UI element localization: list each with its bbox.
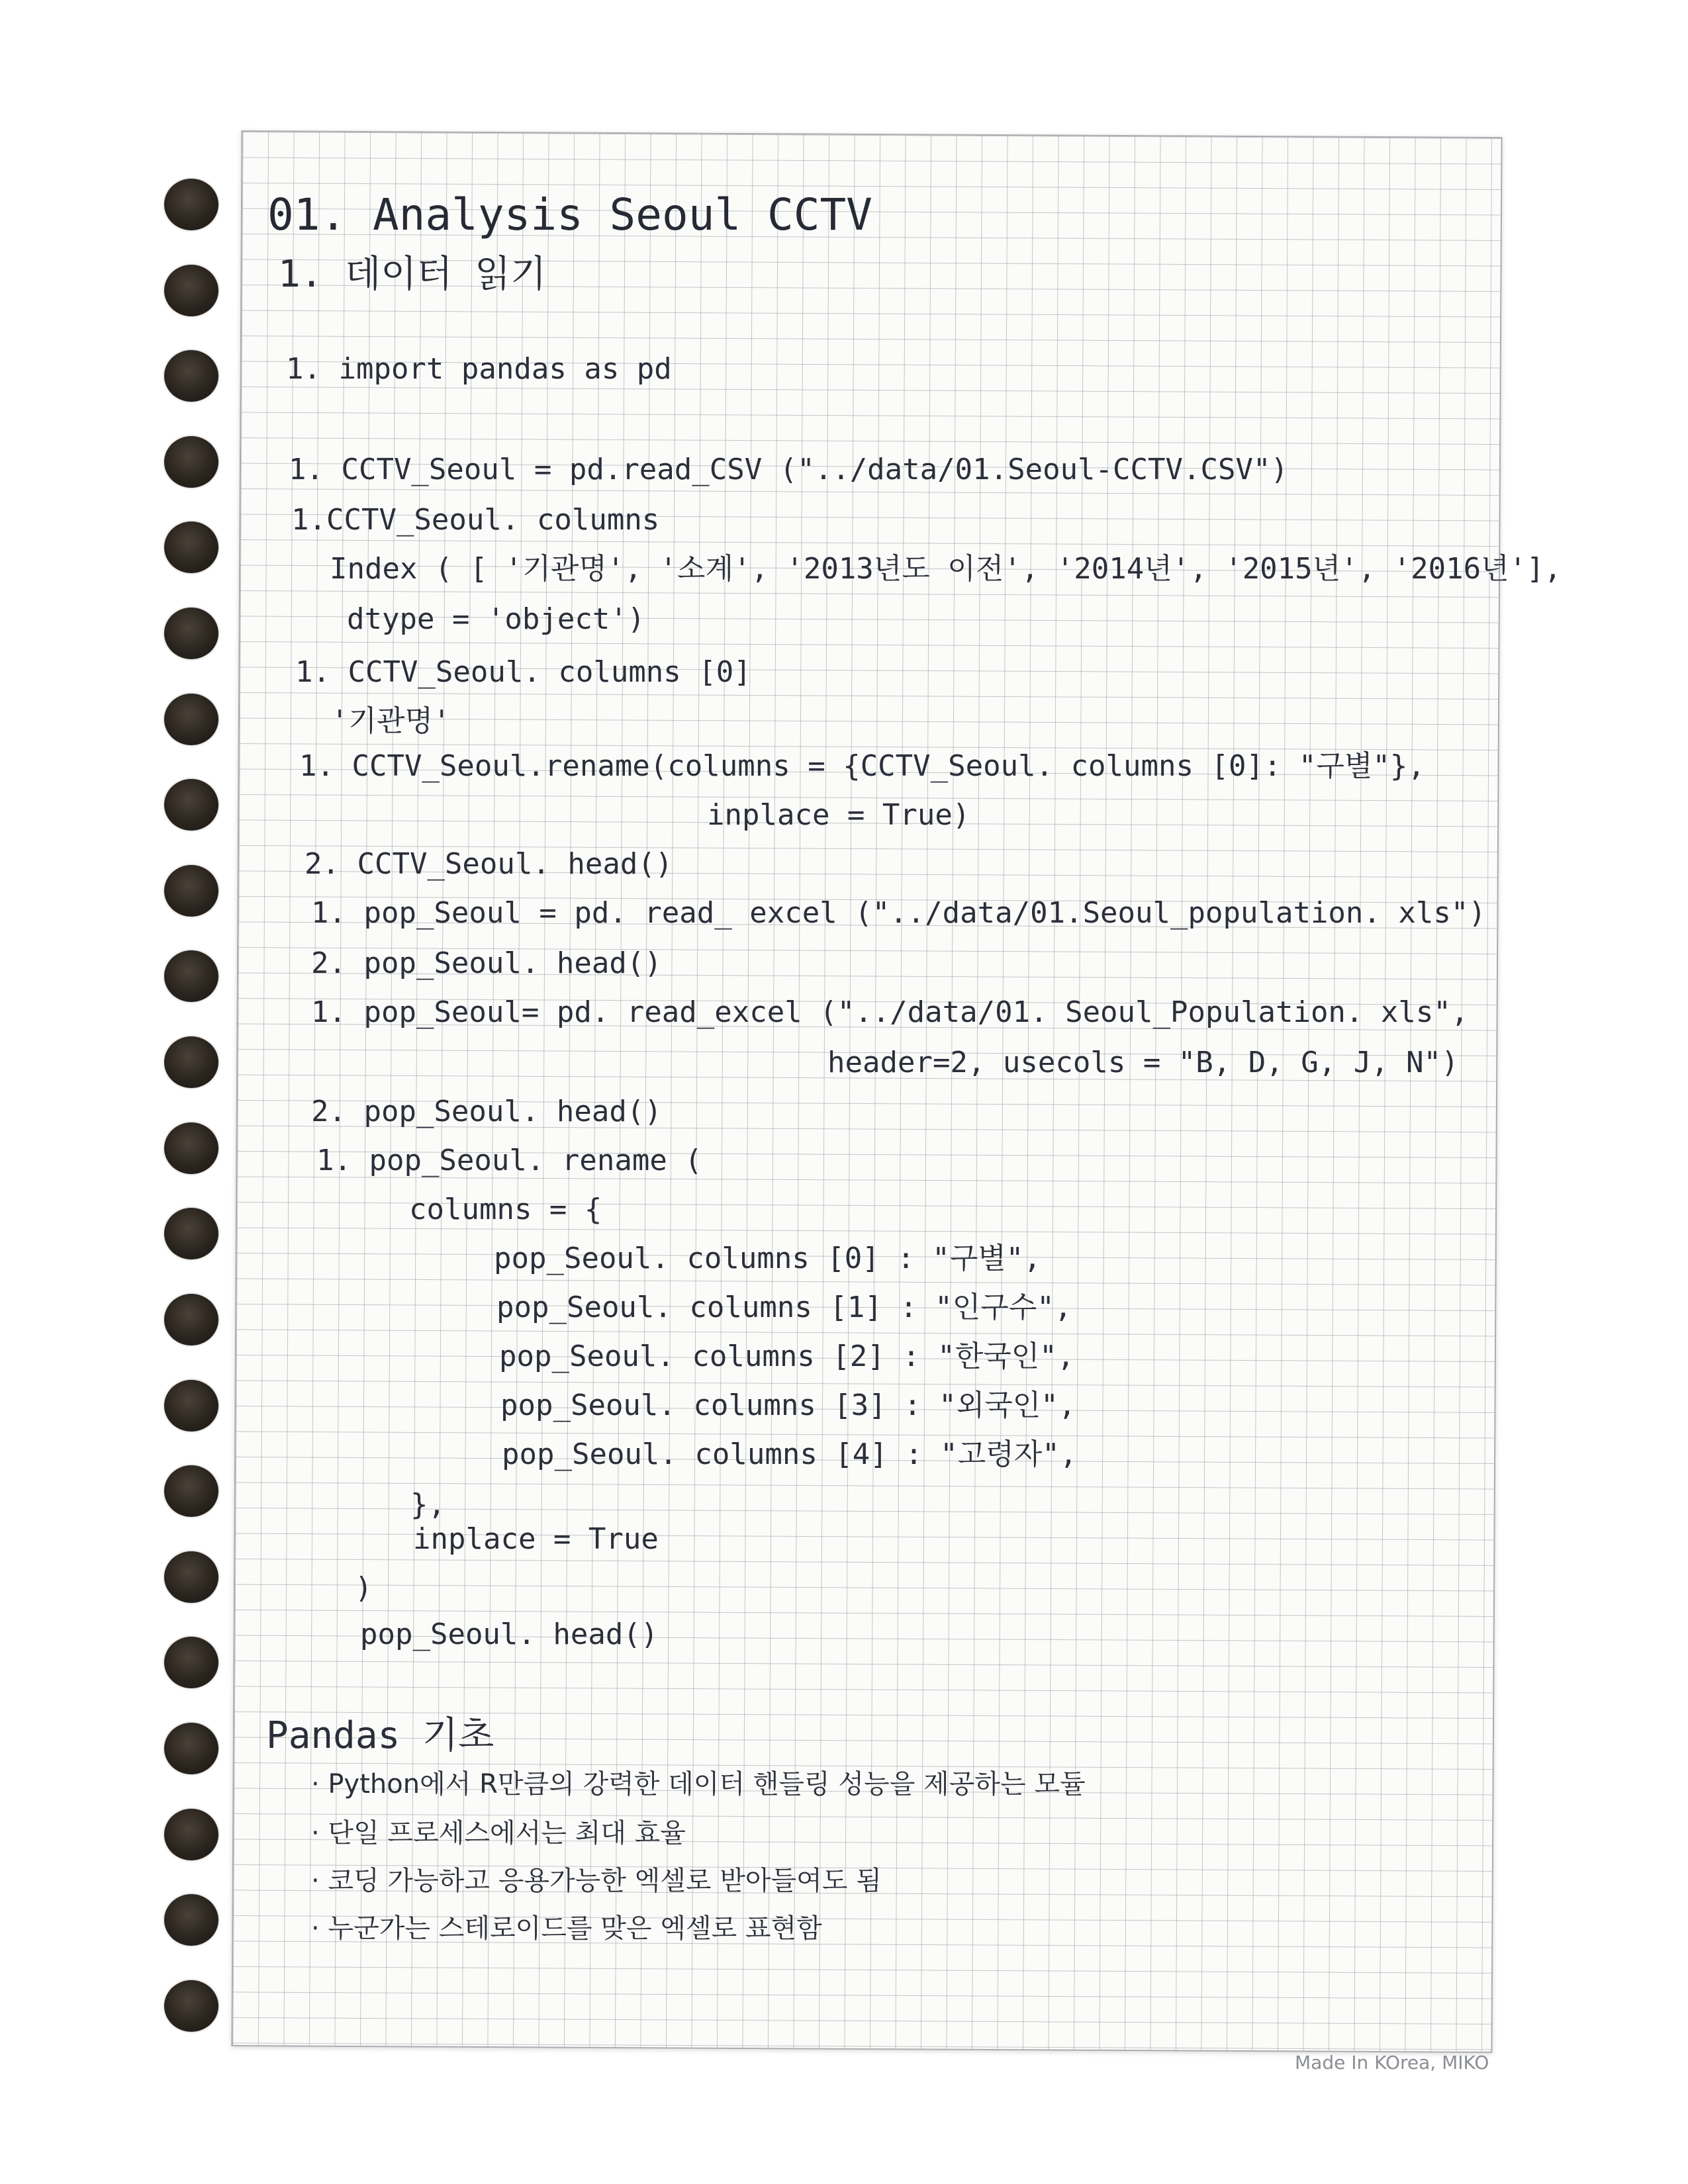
pandas-note: · Python에서 R만큼의 강력한 데이터 핸들링 성능을 제공하는 모듈: [311, 1769, 1086, 1799]
binder-hole: [164, 179, 218, 230]
binder-hole: [164, 779, 218, 831]
code-line: 2. pop_Seoul. head(): [311, 946, 662, 980]
binder-hole: [164, 1208, 218, 1259]
binder-hole: [164, 1036, 218, 1088]
pandas-heading: Pandas 기초: [266, 1714, 494, 1757]
pandas-note: · 단일 프로세스에서는 최대 효율: [311, 1818, 686, 1848]
code-line: 1. CCTV_Seoul = pd.read_CSV ("../data/01.Seoul-CCTV.CSV"): [289, 453, 1288, 486]
binder-hole: [164, 950, 218, 1002]
binder-hole: [164, 608, 218, 659]
section-heading: 1. 데이터 읽기: [278, 253, 547, 296]
code-line: 1. pop_Seoul. rename (: [316, 1144, 702, 1177]
footer-brand: Made In KOrea, MIKO: [1295, 2052, 1489, 2073]
code-line: Index ( [ '기관명', '소계', '2013년도 이전', '2014년', '2015년', '2016년'],: [330, 552, 1562, 586]
code-line: inplace = True: [413, 1522, 659, 1556]
code-line: 1. CCTV_Seoul. columns [0]: [295, 655, 751, 689]
pandas-note: · 누군가는 스테로이드를 맞은 엑셀로 표현함: [311, 1913, 822, 1944]
code-line: 1.CCTV_Seoul. columns: [291, 503, 660, 537]
code-line: pop_Seoul. columns [2] : "한국인",: [499, 1340, 1075, 1373]
code-line: header=2, usecols = "B, D, G, J, N"): [827, 1046, 1459, 1079]
binder-hole: [164, 1809, 218, 1860]
code-line: inplace = True): [707, 798, 970, 832]
binder-hole: [164, 694, 218, 745]
binder-holes: [162, 179, 221, 2032]
code-line: ): [355, 1571, 373, 1605]
code-line: 1. pop_Seoul = pd. read_ excel ("../data/01.Seoul_population. xls"): [311, 896, 1486, 930]
binder-hole: [164, 865, 218, 917]
binder-hole: [164, 1551, 218, 1603]
binder-hole: [164, 1465, 218, 1517]
binder-hole: [164, 1637, 218, 1688]
code-line: pop_Seoul. columns [3] : "외국인",: [500, 1388, 1076, 1422]
code-line: pop_Seoul. columns [1] : "인구수",: [496, 1291, 1072, 1324]
code-line: pop_Seoul. head(): [360, 1617, 659, 1651]
code-line: dtype = 'object'): [347, 602, 645, 636]
code-line: 1. CCTV_Seoul.rename(columns = {CCTV_Seoul. columns [0]: "구별"},: [299, 749, 1425, 783]
binder-hole: [164, 1122, 218, 1174]
binder-hole: [164, 1723, 218, 1774]
code-line: 1. import pandas as pd: [286, 352, 672, 386]
code-line: },: [410, 1488, 445, 1522]
binder-hole: [164, 350, 218, 402]
pandas-note: · 코딩 가능하고 응용가능한 엑셀로 받아들여도 됨: [311, 1866, 882, 1896]
binder-hole: [164, 1380, 218, 1432]
binder-hole: [164, 1980, 218, 2032]
code-line: 1. pop_Seoul= pd. read_excel ("../data/01. Seoul_Population. xls",: [311, 995, 1469, 1029]
binder-hole: [164, 1894, 218, 1946]
code-line: columns = {: [409, 1193, 602, 1226]
binder-hole: [164, 265, 218, 316]
page-title: 01. Analysis Seoul CCTV: [267, 189, 872, 240]
binder-hole: [164, 1294, 218, 1345]
code-line: pop_Seoul. columns [0] : "구별",: [494, 1242, 1041, 1275]
binder-hole: [164, 436, 218, 488]
code-line: 2. CCTV_Seoul. head(): [305, 847, 673, 881]
code-line: '기관명': [331, 704, 451, 738]
code-line: 2. pop_Seoul. head(): [311, 1095, 662, 1128]
code-line: pop_Seoul. columns [4] : "고령자",: [502, 1437, 1078, 1471]
binder-hole: [164, 522, 218, 573]
